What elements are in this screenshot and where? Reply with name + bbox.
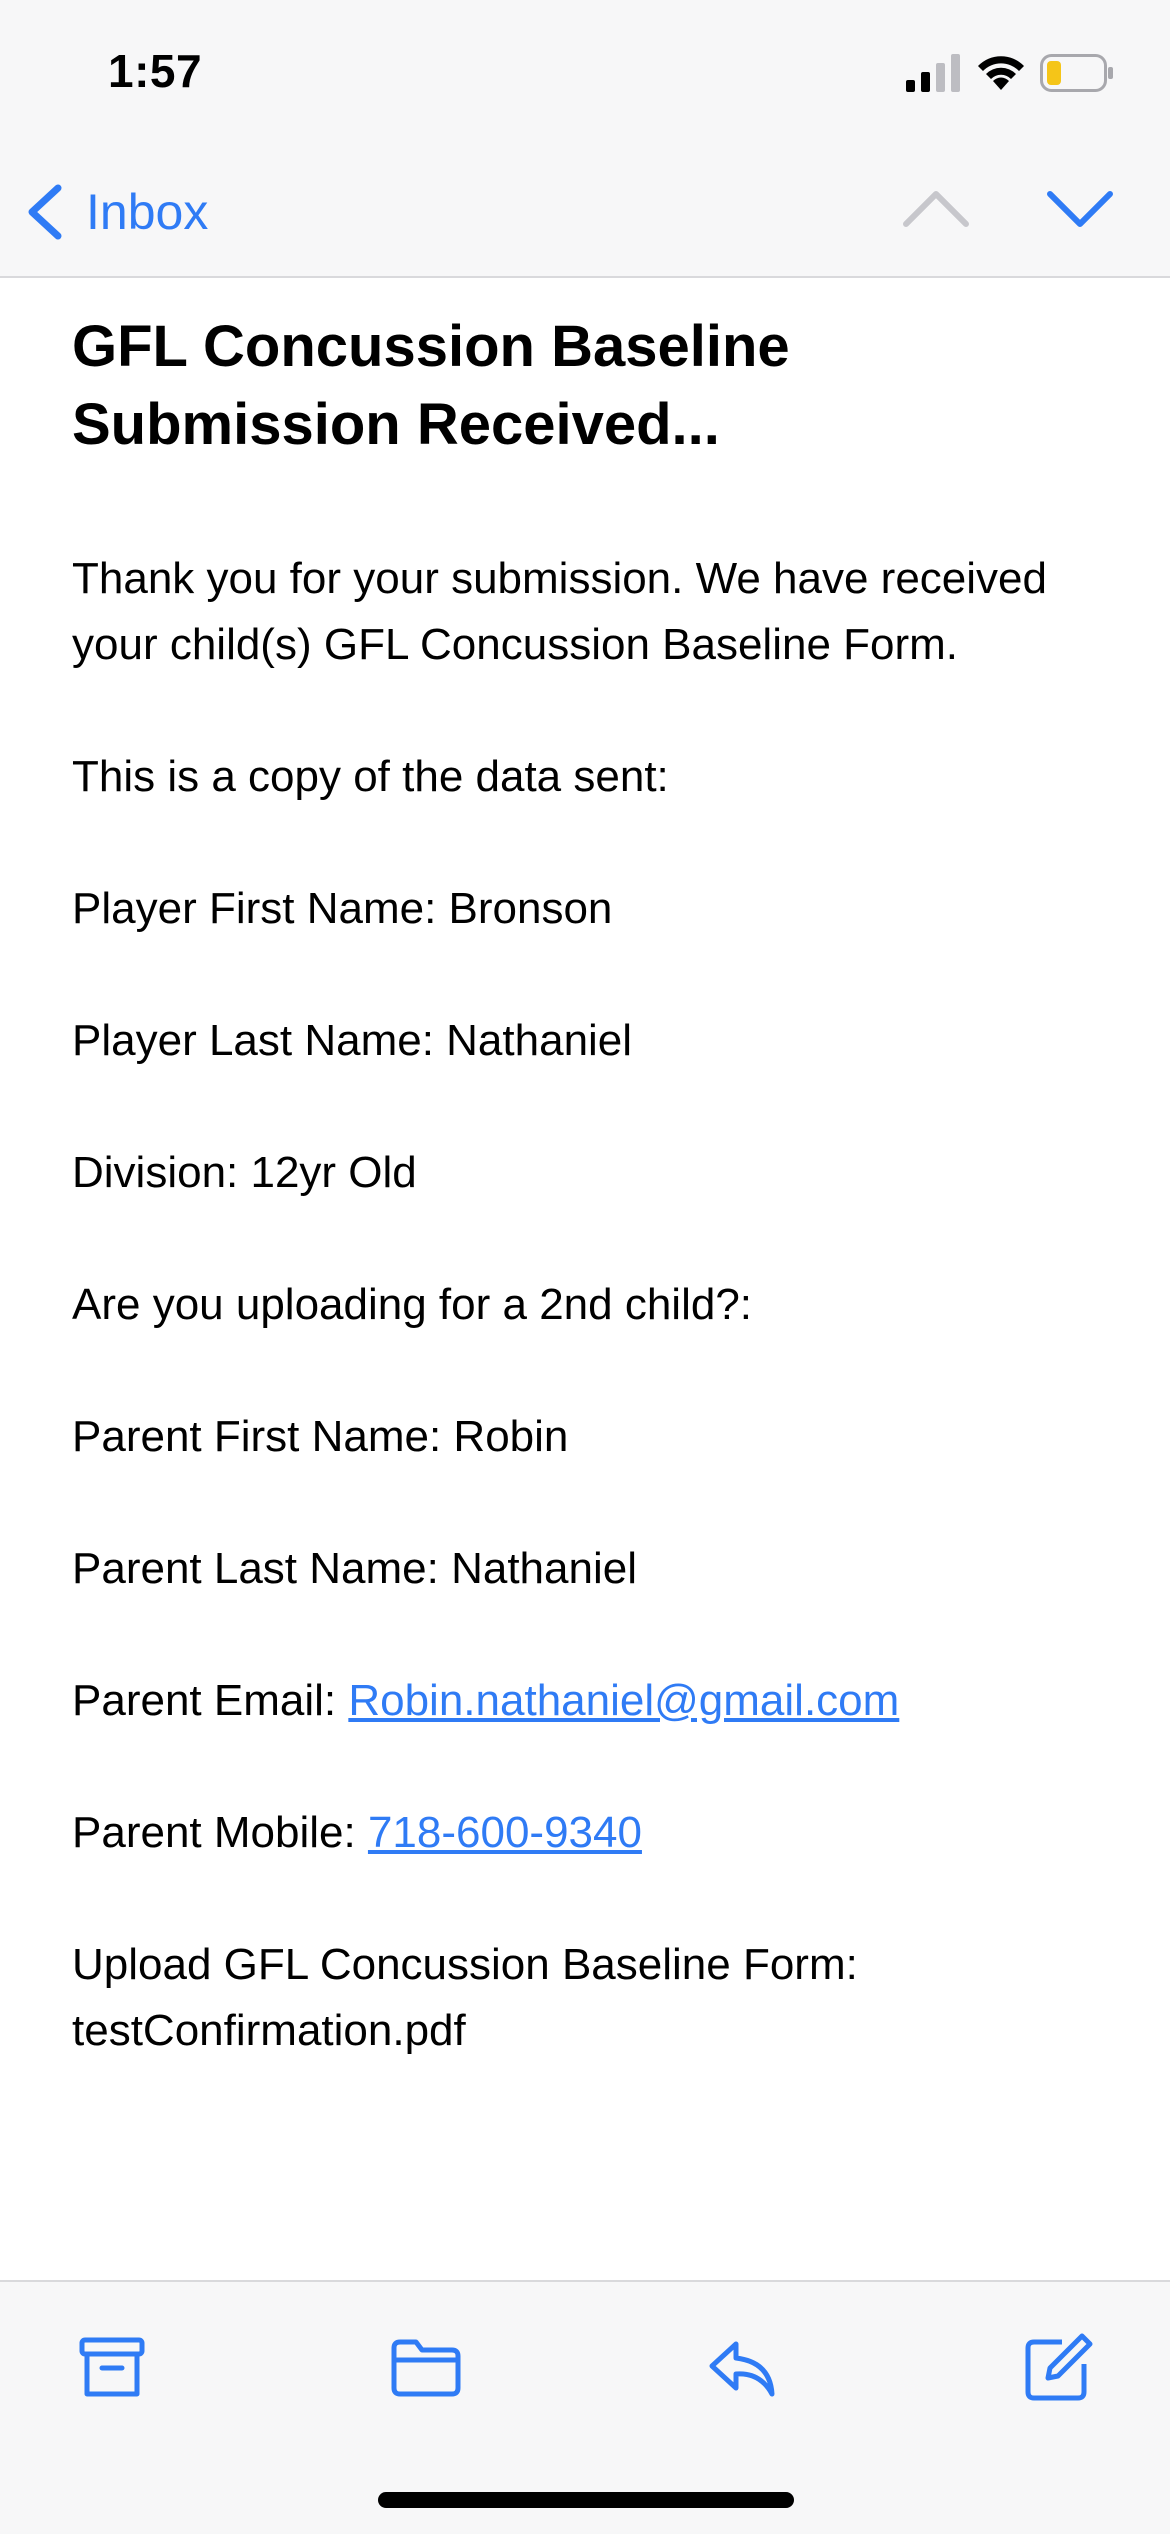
cellular-signal-icon [906, 54, 960, 92]
parent-first-name: Parent First Name: Robin [72, 1412, 569, 1461]
home-indicator[interactable] [378, 2492, 794, 2508]
status-bar [0, 0, 1170, 150]
wifi-icon [975, 50, 1027, 92]
archive-icon[interactable] [76, 2332, 148, 2404]
parent-email-label: Parent Email: [72, 1676, 349, 1725]
email-content [72, 308, 1112, 2130]
status-time: 1:57 [108, 45, 203, 97]
navigation-bar [0, 150, 1170, 276]
back-label: Inbox [86, 184, 209, 240]
back-to-inbox-button[interactable] [24, 174, 208, 250]
upload-label: Upload GFL Concussion Baseline Form: [72, 1940, 858, 1989]
parent-mobile-row [72, 1800, 1112, 1866]
parent-last-name: Parent Last Name: Nathaniel [72, 1544, 637, 1593]
header-area [0, 0, 1170, 278]
copy-note: This is a copy of the data sent: [72, 752, 669, 801]
upload-row [72, 1932, 1112, 2064]
second-child-question: Are you uploading for a 2nd child?: [72, 1280, 753, 1329]
reply-icon[interactable] [706, 2332, 778, 2404]
player-last-name: Player Last Name: Nathaniel [72, 1016, 633, 1065]
parent-email-row [72, 1668, 1112, 1734]
parent-mobile-link[interactable]: 718-600-9340 [367, 1808, 642, 1857]
chevron-left-icon [24, 182, 64, 242]
previous-message-chevron-up-icon[interactable] [900, 180, 972, 236]
parent-email-link[interactable]: Robin.nathaniel@gmail.com [348, 1676, 900, 1725]
parent-mobile-label: Parent Mobile: [72, 1808, 368, 1857]
upload-filename: testConfirmation.pdf [72, 2006, 466, 2055]
email-subject: GFL Concussion Baseline Submission Received... [72, 314, 790, 457]
folder-icon[interactable] [390, 2332, 462, 2404]
division: Division: 12yr Old [72, 1148, 417, 1197]
battery-icon [1040, 54, 1114, 92]
email-intro: Thank you for your submission. We have received your child(s) GFL Concussion Baseline Form. [72, 554, 1047, 669]
player-first-name: Player First Name: Bronson [72, 884, 613, 933]
next-message-chevron-down-icon[interactable] [1044, 180, 1116, 236]
compose-icon[interactable] [1022, 2332, 1094, 2404]
